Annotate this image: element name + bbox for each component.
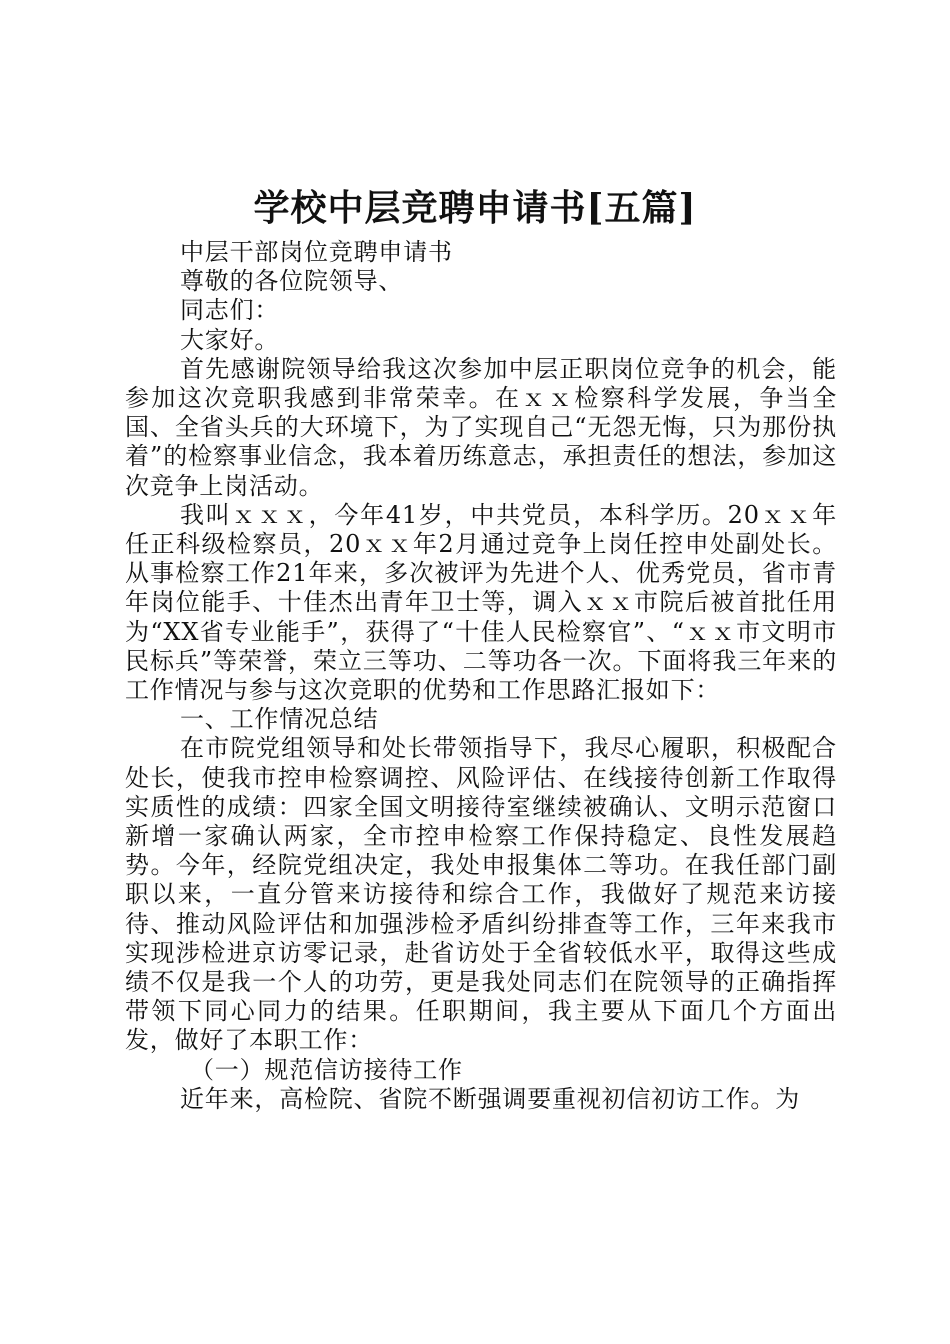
- document-title: 学校中层竞聘申请书[五篇]: [253, 187, 697, 229]
- paragraph-self-introduction: 我叫ｘｘｘ，今年41岁，中共党员，本科学历。20ｘｘ年任正科级检察员，20ｘｘ年2月通过竞争上岗任控申处副处长。从事检察工作21年来，多次被评为先进个人、优秀党员，省市青年岗位能手、十佳杰出青年卫士等，调入ｘｘ市院后被首批任用为“XX省专业能手”，获得了“十佳人民检察官”、“ｘｘ市文明市民标兵”等荣誉，荣立三等功、二等功各一次。下面将我三年来的工作情况与参与这次竞职的优势和工作思路汇报如下：: [125, 500, 837, 705]
- salutation-line-1: 尊敬的各位院领导、: [180, 267, 404, 296]
- subsection-heading-petition: （一）规范信访接待工作: [190, 1055, 463, 1084]
- section-heading-work-summary: 一、工作情况总结: [180, 705, 379, 734]
- paragraph-petition: 近年来，高检院、省院不断强调要重视初信初访工作。为: [180, 1084, 800, 1113]
- document-body: [125, 238, 837, 1114]
- greeting: 大家好。: [180, 325, 280, 354]
- salutation-line-2: 同志们：: [180, 296, 280, 325]
- paragraph-intro: 首先感谢院领导给我这次参加中层正职岗位竞争的机会，能参加这次竞职我感到非常荣幸。在ｘｘ检察科学发展，争当全国、全省头兵的大环境下，为了实现自己“无怨无悔，只为那份执着”的检察事业信念，我本着历练意志，承担责任的想法，参加这次竞争上岗活动。: [125, 354, 837, 500]
- heading-application: 中层干部岗位竞聘申请书: [180, 238, 453, 266]
- paragraph-work-summary: 在市院党组领导和处长带领指导下，我尽心履职，积极配合处长，使我市控申检察调控、风险评估、在线接待创新工作取得实质性的成绩：四家全国文明接待室继续被确认、文明示范窗口新增一家确认两家，全市控申检察工作保持稳定、良性发展趋势。今年，经院党组决定，我处申报集体二等功。在我任部门副职以来，一直分管来访接待和综合工作，我做好了规范来访接待、推动风险评估和加强涉检矛盾纠纷排查等工作，三年来我市实现涉检进京访零记录，赴省访处于全省较低水平，取得这些成绩不仅是我一个人的功劳，更是我处同志们在院领导的正确指挥带领下同心同力的结果。任职期间，我主要从下面几个方面出发，做好了本职工作：: [125, 734, 837, 1055]
